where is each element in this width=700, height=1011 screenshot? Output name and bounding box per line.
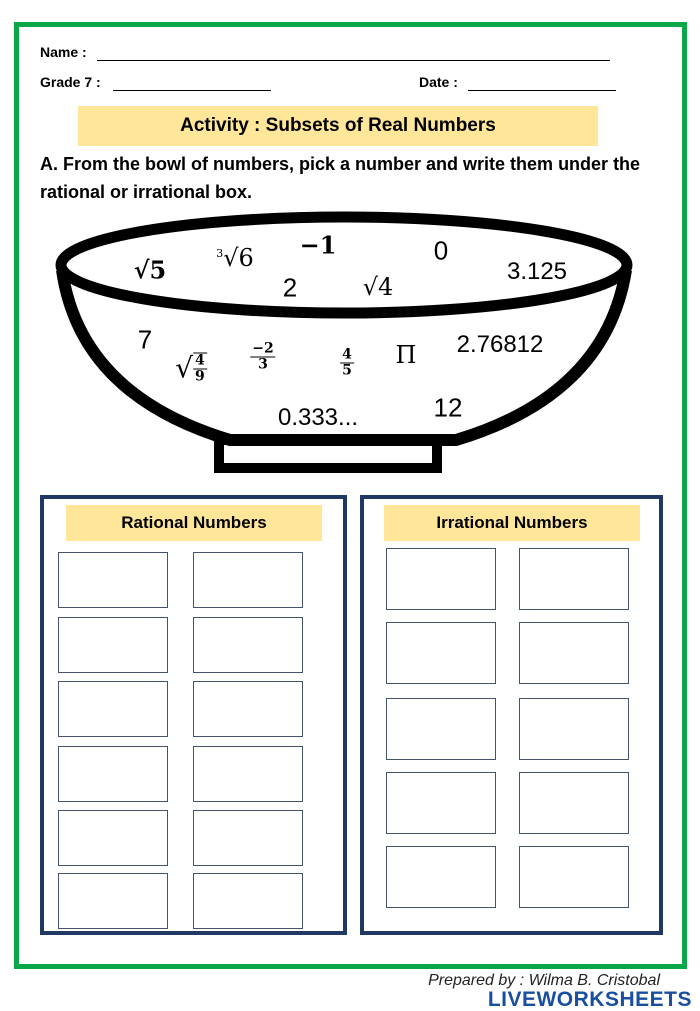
bowl-number: 0.333... [277,404,359,431]
irrational-answer-box[interactable] [386,698,496,760]
rational-answer-box[interactable] [58,552,168,608]
irrational-answer-box[interactable] [519,548,629,610]
irrational-answer-box[interactable] [386,548,496,610]
irrational-answer-box[interactable] [519,772,629,834]
bowl-number: −1 [299,230,337,260]
bowl-number: 3.125 [506,258,568,285]
bowl-number [216,244,254,272]
irrational-answer-box[interactable] [519,622,629,684]
rational-label: Rational Numbers [66,505,322,541]
bowl-number [340,338,354,379]
name-label: Name : [40,44,87,60]
denominator: 3 [258,356,268,373]
rational-answer-box[interactable] [193,873,303,929]
irrational-answer-box[interactable] [519,846,629,908]
rational-answer-box[interactable] [58,810,168,866]
bowl-number: √ $\frac{4}{9}$ [175,351,205,385]
bowl-number: 7 [137,324,153,355]
bowl-number: 0 [433,235,449,266]
liveworksheets-logo: LIVEWORKSHEETS [487,988,692,1011]
bowl-number: 2 [282,272,298,303]
bowl-number: √5 [133,255,167,285]
bowl-number: 2.76812 [456,331,544,358]
numerator: −2 [252,340,274,357]
rational-answer-box[interactable] [193,617,303,673]
irrational-label: Irrational Numbers [384,505,640,541]
root-value: √6 [223,244,254,272]
rational-answer-box[interactable] [58,617,168,673]
grade-label: Grade 7 : [40,74,101,90]
bowl-base [219,440,437,468]
rational-answer-box[interactable] [58,681,168,737]
irrational-answer-box[interactable] [386,622,496,684]
denominator: 5 [342,362,352,379]
instruction-text: A. From the bowl of numbers, pick a number and write them under the rational or irrational box. [40,154,641,202]
rational-answer-box[interactable] [58,873,168,929]
date-label: Date : [419,74,458,90]
rational-answer-box[interactable] [193,746,303,802]
rational-answer-box[interactable] [193,681,303,737]
denominator: 9 [195,368,205,384]
activity-title: Activity : Subsets of Real Numbers [78,106,598,146]
numerator: 4 [195,352,205,368]
irrational-answer-box[interactable] [519,698,629,760]
bowl-number: Π [395,341,417,369]
prepared-by: Prepared by : Wilma B. Cristobal [428,972,660,989]
rational-answer-box[interactable] [58,746,168,802]
irrational-answer-box[interactable] [386,846,496,908]
bowl-number: 12 [433,392,463,423]
bowl-number [250,332,275,373]
rational-answer-box[interactable] [193,552,303,608]
bowl-number: √4 [362,273,394,301]
rational-answer-box[interactable] [193,810,303,866]
root-index: 3 [216,247,224,260]
irrational-answer-box[interactable] [386,772,496,834]
numerator: 4 [342,346,352,363]
